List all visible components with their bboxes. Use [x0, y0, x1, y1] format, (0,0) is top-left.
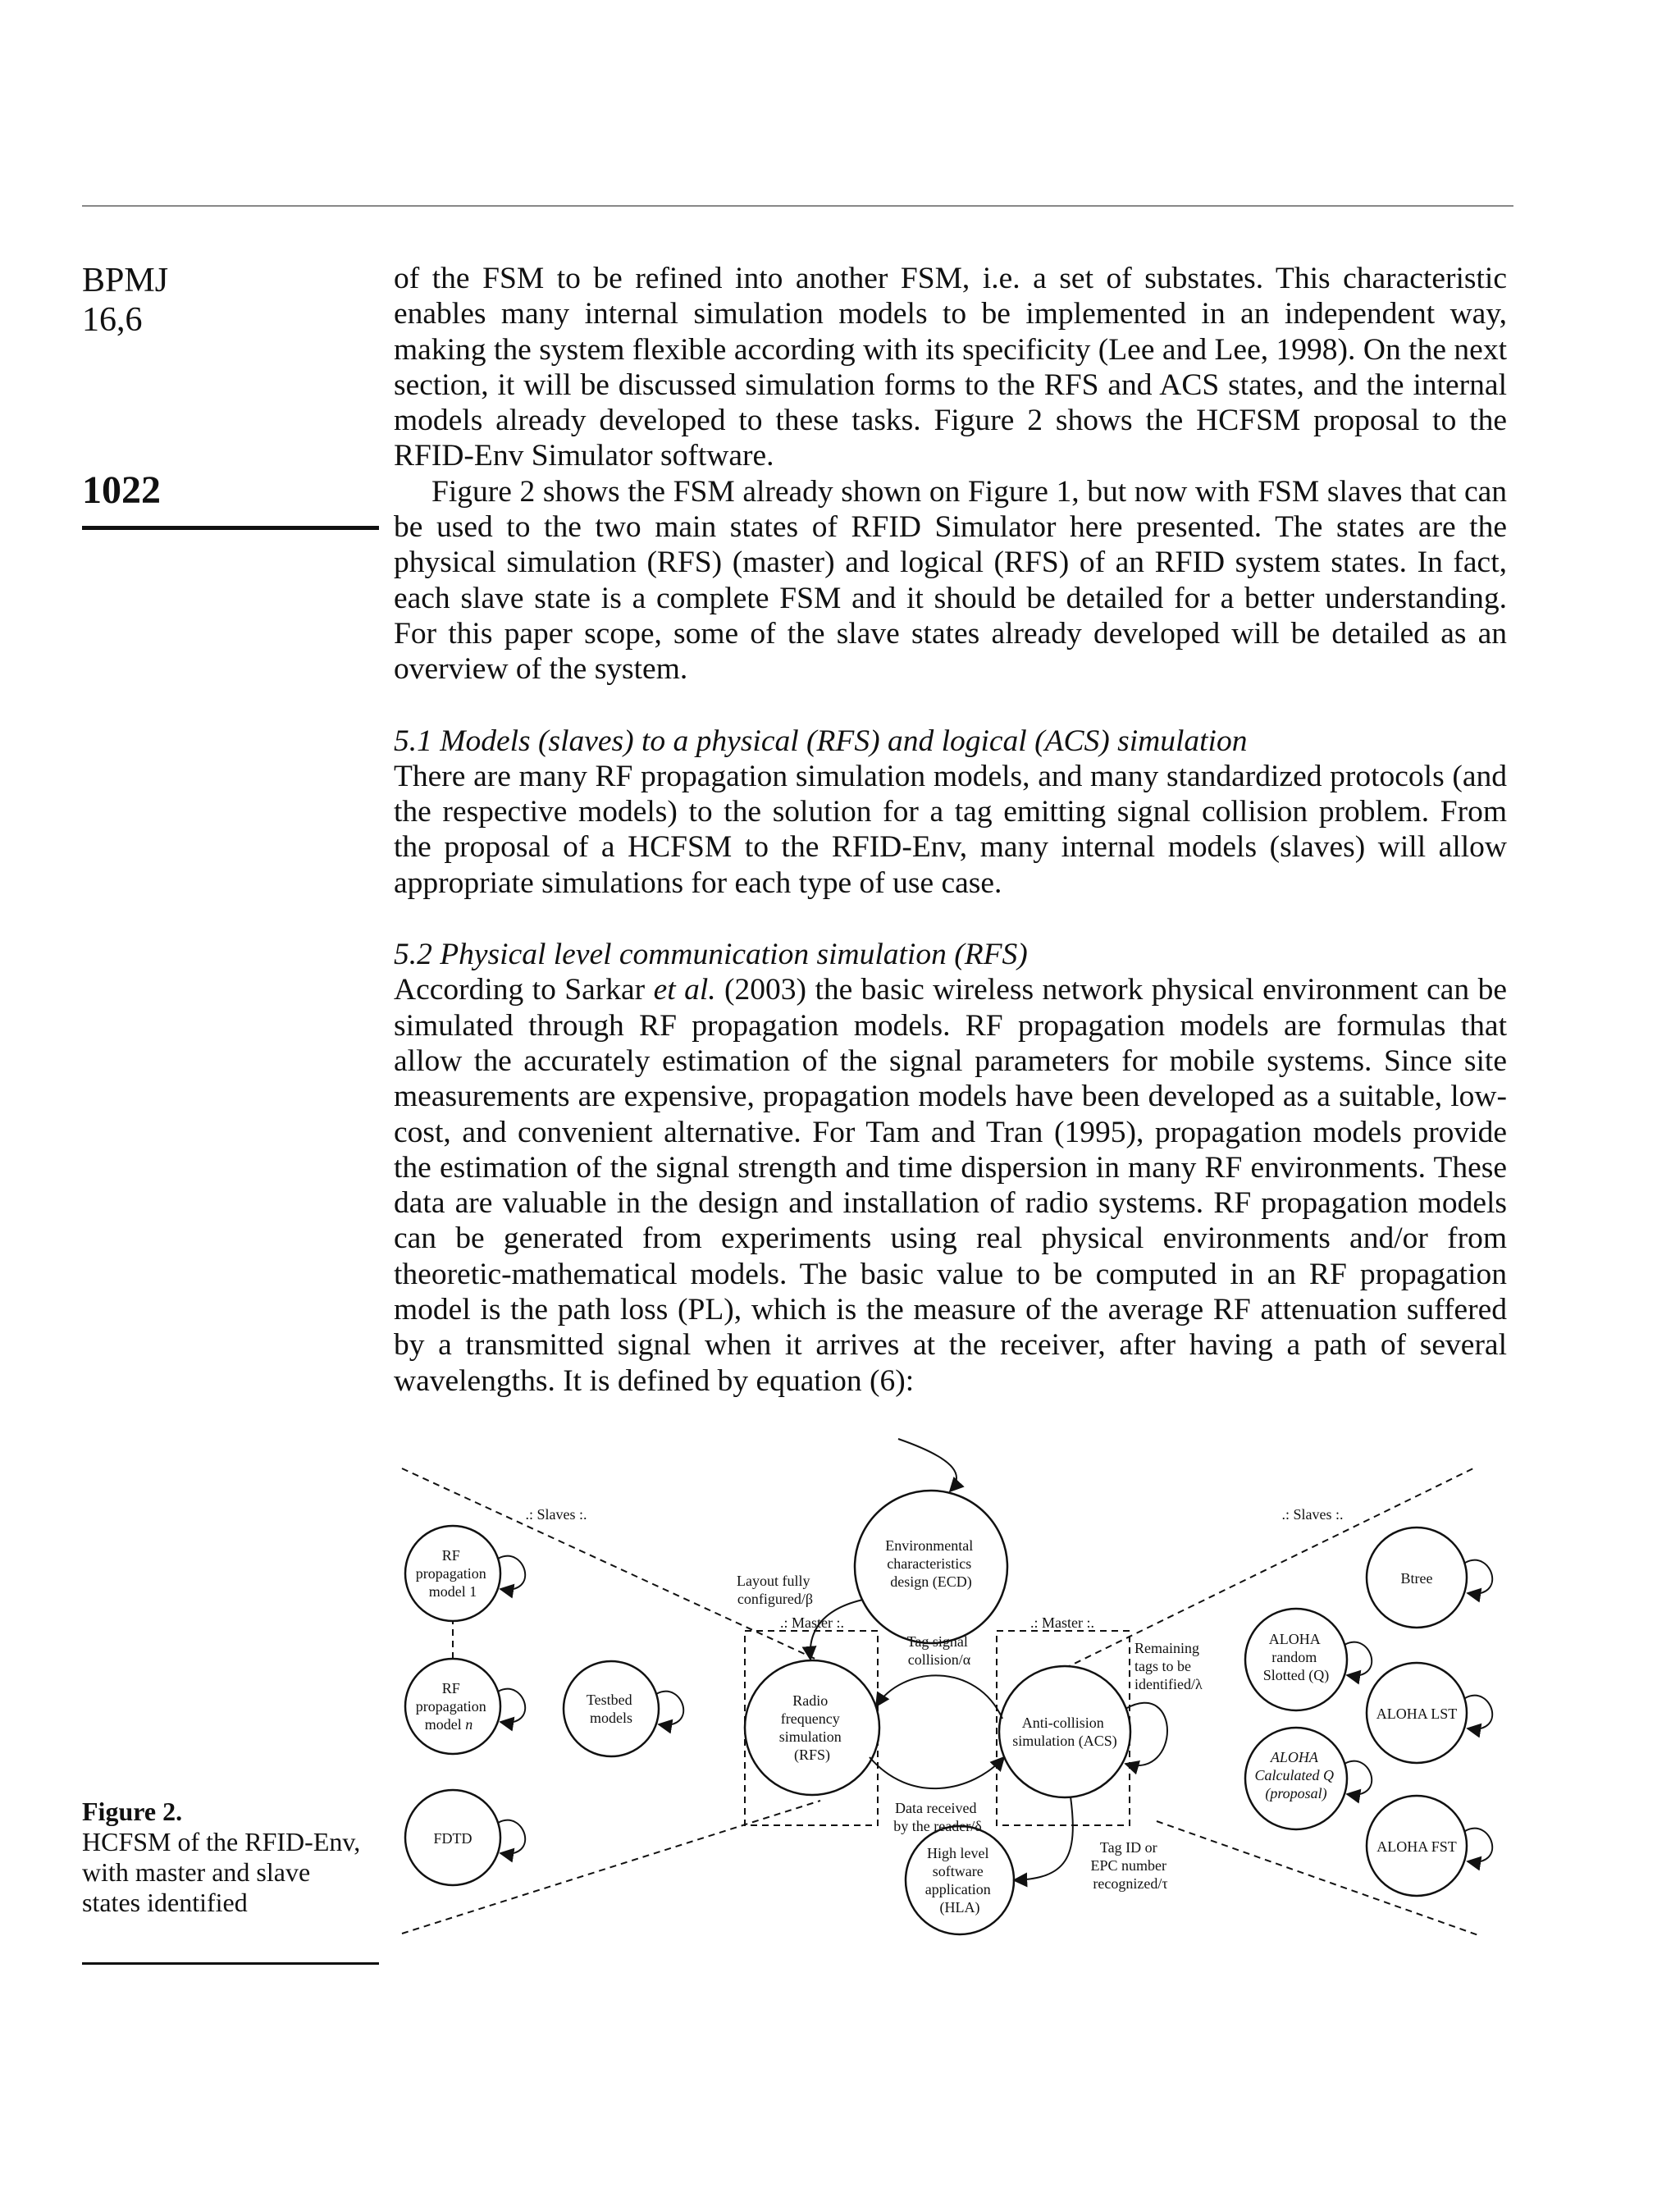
self-loop-aloha-lst: [1465, 1696, 1492, 1729]
caption-line-1: HCFSM of the RFID-Env,: [82, 1827, 361, 1856]
paragraph-1: of the FSM to be refined into another FSM, i.e. a set of substates. This characteristic enables many internal simulation models to be implemented in an independent way, making the system flexible according with its specificity (Lee and Lee, 1998). On the next section, it will be discussed simulation forms to the RFS and ACS states, and the internal models already developed to these tasks. Figure 2 shows the HCFSM proposal to the RFID-Env Simulator software.: [394, 262, 1507, 473]
arrow-rfs-to-acs: [870, 1757, 1004, 1788]
self-loop-aloha-fst: [1465, 1829, 1492, 1862]
caption-line-2: with master and slave: [82, 1857, 311, 1887]
body-text: [394, 261, 1507, 1399]
paragraph-2: Figure 2 shows the FSM already shown on Figure 1, but now with FSM slaves that can be used to the two main states of RFID Simulator here presented. The states are the physical simulation (RFS) (master) and logical (RFS) of an RFID system states. In fact, each slave state is a complete FSM and it should be detailed for a better understanding. For this paper scope, some of the slave states already developed will be detailed as an overview of the system.: [394, 474, 1507, 687]
transition-tag-collision: Tag signal collision/α: [906, 1633, 971, 1668]
arrow-acs-to-rfs: [876, 1675, 1002, 1719]
caption-line-3: states identified: [82, 1888, 248, 1917]
rf-model-1-label: RF propagation model 1: [415, 1547, 486, 1600]
aloha-fst-label: ALOHA FST: [1376, 1838, 1457, 1855]
section-heading-5-2: 5.2 Physical level communication simulation (RFS): [394, 938, 1028, 972]
journal-info: [82, 261, 168, 340]
self-loop-testbed: [656, 1692, 683, 1725]
page-number-rule: [82, 526, 379, 530]
slaves-label-right: .: Slaves :.: [1281, 1506, 1344, 1523]
self-loop-rf-model-1: [498, 1556, 525, 1590]
btree-label: Btree: [1400, 1570, 1433, 1587]
header-rule: [82, 205, 1513, 207]
self-loop-aloha-calculated-q: [1344, 1761, 1372, 1795]
aloha-calculated-q-label: ALOHA Calculated Q (proposal): [1254, 1749, 1334, 1801]
transition-data-received: Data received by the reader/δ: [893, 1800, 982, 1834]
paragraph-4: [394, 972, 1507, 1399]
ecd-label: Environmental characteristics design (ECD): [885, 1537, 974, 1590]
journal-volume: 16,6: [82, 301, 143, 339]
arrow-acs-to-hla: [1014, 1797, 1073, 1880]
self-loop-fdtd: [498, 1820, 525, 1854]
self-loop-rf-model-n: [498, 1689, 525, 1723]
state-hla: [906, 1826, 1014, 1934]
section-heading-5-1: 5.1 Models (slaves) to a physical (RFS) and logical (ACS) simulation: [394, 724, 1248, 758]
master-label-right: .: Master :.: [1030, 1614, 1094, 1631]
hla-label: High level software application (HLA): [924, 1845, 991, 1916]
rf-model-n-label: RF propagation model n: [415, 1680, 486, 1733]
acs-label: Anti-collision simulation (ACS): [1012, 1715, 1117, 1749]
self-loop-aloha-random-slotted: [1344, 1642, 1372, 1676]
rfs-label: Radio frequency simulation (RFS): [778, 1692, 842, 1763]
aloha-lst-label: ALOHA LST: [1376, 1706, 1458, 1722]
page-number: 1022: [82, 468, 161, 512]
master-label-left: .: Master :.: [780, 1614, 844, 1631]
transition-tag-id-recognized: Tag ID or EPC number recognized/τ: [1090, 1839, 1168, 1892]
transition-layout-configured: Layout fully configured/β: [737, 1573, 814, 1607]
paragraph-4-start: According to Sarkar: [394, 973, 654, 1007]
paragraph-3: There are many RF propagation simulation models, and many standardized protocols (and the respective models) to the solution for a tag emitting signal collision problem. From the proposal of a HCFSM to the RFID-Env, many internal models (slaves) will allow appropriate simulations for each type of use case.: [394, 759, 1507, 900]
arrow-into-ecd: [898, 1439, 956, 1491]
journal-name: BPMJ: [82, 262, 169, 299]
et-al: et al.: [653, 973, 716, 1007]
slaves-label-left: .: Slaves :.: [525, 1506, 587, 1523]
self-loop-acs: [1125, 1703, 1167, 1765]
hcfsm-diagram: [0, 1427, 1680, 1985]
testbed-label: Testbed models: [586, 1692, 632, 1726]
figure-label: Figure 2.: [82, 1797, 183, 1826]
paragraph-4-rest: (2003) the basic wireless network physical environment can be simulated through RF propagation models. RF propagation models are formulas that allow the accurately estimation of the signal parameters for mobile systems. Since site measurements are expensive, propagation models have been developed as a suitable, low-cost, and convenient alternative. For Tam and Tran (1995), propagation models provide the estimation of the signal strength and time dispersion in many RF environments. These data are valuable in the design and installation of radio systems. RF propagation models can be generated from experiments using real physical environments and/or from theoretic-mathematical models. The basic value to be computed in an RF propagation model is the path loss (PL), which is the measure of the average RF attenuation suffered by a transmitted signal when it arrives at the receiver, after having a path of several wavelengths. It is defined by equation (6):: [394, 973, 1507, 1398]
state-rfs: [745, 1660, 879, 1795]
transition-remaining-tags: Remaining tags to be identified/λ: [1134, 1640, 1203, 1692]
self-loop-btree: [1465, 1560, 1492, 1594]
fdtd-label: FDTD: [433, 1830, 472, 1847]
aloha-random-slotted-label: ALOHA random Slotted (Q): [1262, 1631, 1330, 1683]
state-testbed: [564, 1661, 659, 1756]
state-acs: [999, 1666, 1130, 1797]
